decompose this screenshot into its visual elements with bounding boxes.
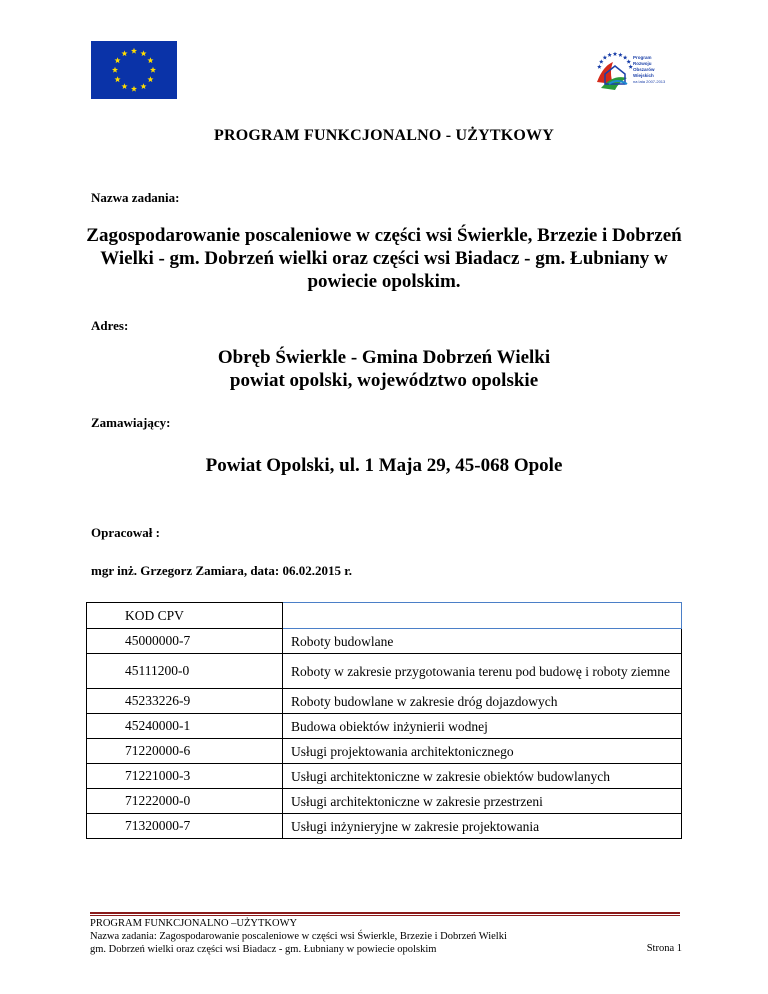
footer-divider [90,912,680,914]
footer-divider-thin [90,915,680,916]
task-name [60,224,708,293]
prow-star-icon [603,55,608,59]
table-row [87,654,682,689]
table-row [87,714,682,739]
prow-star-icon [599,59,604,63]
cpv-desc: Usługi architektoniczne w zakresie obiektów budowlanych [283,764,682,789]
table-row [87,764,682,789]
address [60,346,708,392]
page-number: Strona 1 [646,943,682,954]
cpv-code: 45240000-1 [87,714,283,739]
task-line-3: powiecie opolskim. [307,271,461,292]
cpv-header: KOD CPV [87,603,283,629]
client: Powiat Opolski, ul. 1 Maja 29, 45-068 Opole [205,455,563,476]
author-label: Opracował : [91,525,160,540]
footer-task-line-1: Nazwa zadania: Zagospodarowanie poscaleniowe w części wsi Świerkle, Brzezie i Dobrzeń Wielki [90,931,507,942]
table-row [87,789,682,814]
task-line-1: Zagospodarowanie poscaleniowe w części wsi Świerkle, Brzezie i Dobrzeń [86,225,682,246]
cpv-code: 45233226-9 [87,689,283,714]
footer-title: PROGRAM FUNKCJONALNO –UŻYTKOWY [90,918,298,929]
cpv-code: 45111200-0 [87,654,283,689]
prow-star-icon [623,55,628,59]
prow-star-icon [597,64,602,68]
document-title: PROGRAM FUNKCJONALNO - UŻYTKOWY [214,127,554,144]
cpv-code: 45000000-7 [87,629,283,654]
prow-logo [583,44,673,94]
cpv-code: 71222000-0 [87,789,283,814]
svg-text:Program: Program [633,55,652,60]
eu-flag-logo [91,41,177,99]
address-label: Adres: [91,318,129,333]
cpv-desc: Budowa obiektów inżynierii wodnej [283,714,682,739]
cpv-desc: Roboty w zakresie przygotowania terenu pod budowę i roboty ziemne [283,654,682,689]
footer-task-line-2: gm. Dobrzeń wielki oraz części wsi Biadacz - gm. Łubniany w powiecie opolskim [90,944,437,955]
cpv-code: 71221000-3 [87,764,283,789]
cpv-code: 71220000-6 [87,739,283,764]
table-row [87,689,682,714]
prow-star-icon [626,59,631,63]
table-row [87,629,682,654]
cpv-code: 71320000-7 [87,814,283,839]
cpv-table [86,602,682,839]
cpv-desc: Usługi inżynieryjne w zakresie projektowania [283,814,682,839]
address-line-1: Obręb Świerkle - Gmina Dobrzeń Wielki [217,347,551,368]
task-label: Nazwa zadania: [91,190,180,205]
address-line-2: powiat opolski, województwo opolskie [229,370,539,391]
task-line-2: Wielki - gm. Dobrzeń wielki oraz części wsi Biadacz - gm. Łubniany w [100,248,668,269]
svg-text:Rozwoju: Rozwoju [633,61,652,66]
cpv-desc: Roboty budowlane w zakresie dróg dojazdowych [283,689,682,714]
client-label: Zamawiający: [91,415,171,430]
svg-text:na lata 2007-2013: na lata 2007-2013 [633,79,666,84]
cpv-desc: Roboty budowlane [283,629,682,654]
table-header-row [87,603,682,629]
prow-star-icon [613,52,618,56]
prow-star-icon [618,53,623,57]
author: mgr inż. Grzegorz Zamiara, data: 06.02.2015 r. [91,563,353,578]
page-footer [90,917,682,956]
cpv-desc: Usługi architektoniczne w zakresie przestrzeni [283,789,682,814]
cpv-desc: Usługi projektowania architektonicznego [283,739,682,764]
svg-text:Obszarów: Obszarów [633,67,655,72]
table-row [87,739,682,764]
cpv-header-desc [283,603,682,629]
prow-star-icon [607,53,612,57]
table-row [87,814,682,839]
svg-text:Wiejskich: Wiejskich [633,73,654,78]
